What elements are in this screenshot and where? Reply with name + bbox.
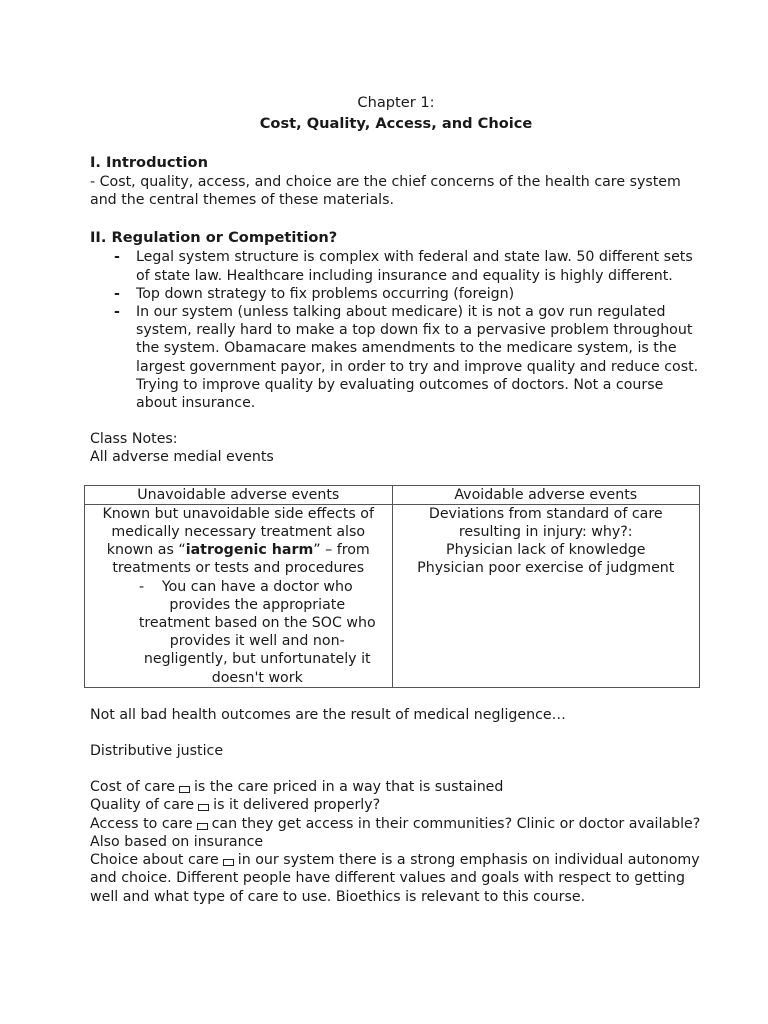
chapter-number: Chapter 1:: [357, 94, 435, 111]
table-header-row: [85, 485, 700, 504]
list-item: [114, 248, 702, 284]
unavoidable-sub-bullet: [89, 578, 388, 687]
avoidable-line: Deviations from standard of care resulting in injury: why?:: [428, 505, 663, 541]
section-heading-regulation: II. Regulation or Competition?: [90, 229, 338, 247]
box-symbol-icon: [197, 823, 208, 830]
avoidable-cell: [392, 504, 700, 687]
class-notes-intro: All adverse medial events: [90, 449, 274, 466]
header-avoidable: Avoidable adverse events: [392, 485, 700, 504]
definition-cost: [90, 778, 702, 796]
list-item: [114, 285, 702, 303]
introduction-text: - Cost, quality, access, and choice are the chief concerns of the health care system and the central themes of these materials.: [90, 174, 681, 209]
header-unavoidable: Unavoidable adverse events: [85, 485, 393, 504]
unavoidable-text-start: Known but unavoidable side effects of medically necessary treatment also known as “: [102, 505, 374, 559]
section-heading-introduction: I. Introduction: [90, 154, 208, 171]
adverse-events-table: [84, 485, 700, 688]
avoidable-line: Physician lack of knowledge: [446, 542, 646, 559]
regulation-bullet-list: [90, 248, 702, 412]
bullet-text: In our system (unless talking about medicare) it is not a gov run regulated system, really hard to make a top down fix to a pervasive problem throughout the system. Obamacare makes amendments to the medicare system, is the largest government payor, in order to try and improve quality and reduce cost. Trying to improve quality by evaluating outcomes of doctors. Not a course about insurance.: [136, 304, 699, 412]
unavoidable-text-end: ” – from treatments or tests and procedures: [112, 542, 370, 577]
definition-quality: [90, 796, 702, 814]
box-symbol-icon: [179, 786, 190, 793]
definition-text: is it delivered properly?: [213, 797, 381, 814]
distributive-justice: Distributive justice: [90, 743, 224, 760]
box-symbol-icon: [223, 859, 234, 866]
bullet-text: Legal system structure is complex with federal and state law. 50 different sets of state law. Healthcare including insurance and equality is highly different.: [136, 249, 693, 284]
avoidable-line: Physician poor exercise of judgment: [417, 560, 675, 577]
negligence-note: Not all bad health outcomes are the result of medical negligence…: [90, 706, 566, 723]
box-symbol-icon: [198, 804, 209, 811]
definition-term: Choice about care: [90, 852, 219, 869]
document-page: [90, 92, 702, 906]
class-notes-label: Class Notes:: [90, 431, 178, 448]
iatrogenic-harm-term: iatrogenic harm: [185, 542, 314, 559]
definition-text: is the care priced in a way that is sustained: [193, 779, 504, 796]
unavoidable-description: [89, 505, 388, 578]
dash-bullet-icon: -: [114, 249, 120, 266]
definition-text: can they get access in their communities? Clinic or doctor available? Also based on insurance: [90, 815, 701, 850]
definition-term: Cost of care: [90, 779, 175, 796]
table-row: [85, 504, 700, 687]
definition-choice: [90, 851, 702, 906]
definition-term: Quality of care: [90, 797, 195, 814]
chapter-title: Cost, Quality, Access, and Choice: [259, 115, 533, 132]
bullet-text: Top down strategy to fix problems occurring (foreign): [136, 285, 515, 302]
sub-bullet-text: You can have a doctor who provides the appropriate treatment based on the SOC who provides it well and non-negligently, but unfortunately it doesn't work: [138, 578, 376, 686]
dash-bullet-icon: -: [139, 578, 145, 595]
unavoidable-cell: [85, 504, 393, 687]
dash-bullet-icon: -: [114, 285, 120, 302]
definition-access: [90, 815, 702, 851]
definition-text: in our system there is a strong emphasis on individual autonomy and choice. Different people have different values and goals with respect to getting well and what type of care to use. Bioethics is relevant to this course.: [90, 852, 700, 905]
list-item: [114, 303, 702, 412]
definition-term: Access to care: [90, 815, 193, 832]
dash-bullet-icon: -: [114, 304, 120, 321]
